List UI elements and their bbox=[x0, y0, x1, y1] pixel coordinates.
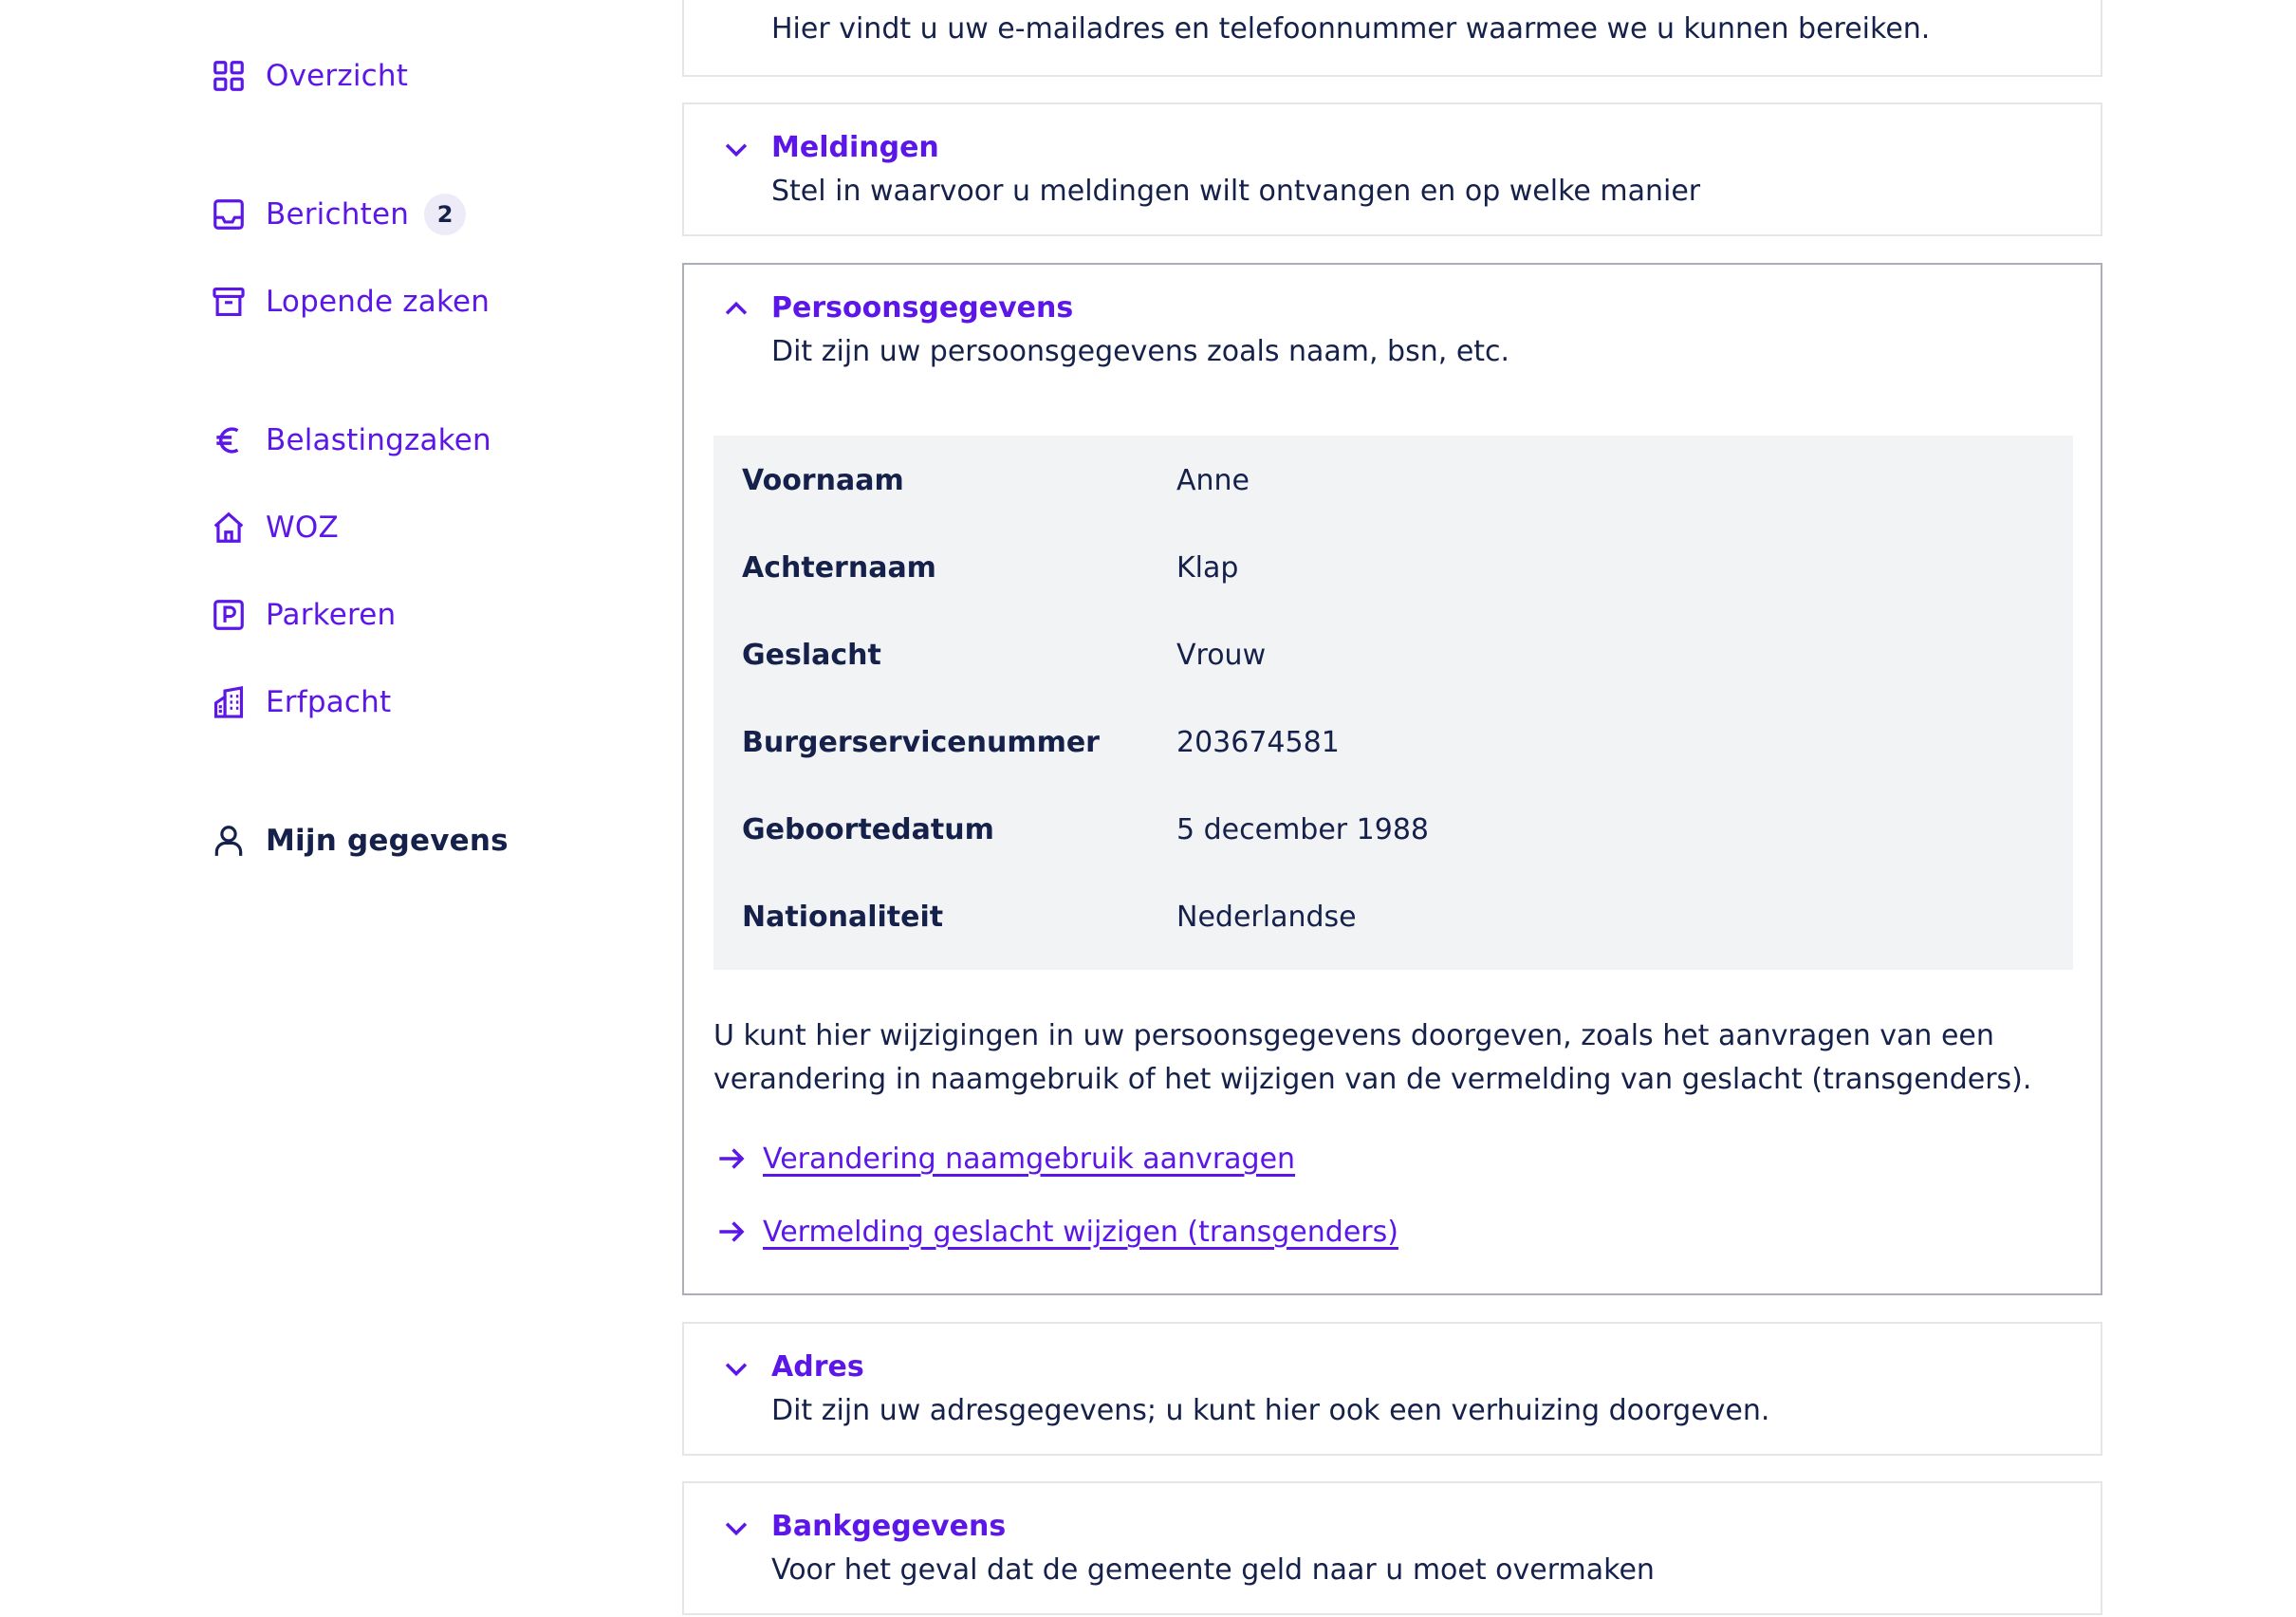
sidebar-item-label: Parkeren bbox=[266, 598, 397, 632]
accordion-description: Voor het geval dat de gemeente geld naar u moet overmaken bbox=[771, 1553, 1655, 1587]
euro-icon bbox=[211, 422, 247, 458]
data-row-geboortedatum bbox=[713, 813, 2073, 870]
sidebar-item-label: Mijn gegevens bbox=[266, 824, 509, 858]
sidebar-item-overzicht[interactable] bbox=[211, 52, 408, 100]
data-row-voornaam bbox=[713, 464, 2073, 521]
chevron-down-icon bbox=[720, 133, 752, 165]
sidebar-item-erfpacht[interactable] bbox=[211, 678, 391, 726]
accordion-title: Bankgegevens bbox=[771, 1510, 1007, 1543]
accordion-title: Meldingen bbox=[771, 131, 939, 164]
sidebar-item-lopende-zaken[interactable] bbox=[211, 278, 490, 325]
sidebar-item-parkeren[interactable] bbox=[211, 591, 396, 639]
accordion-title: Adres bbox=[771, 1350, 864, 1384]
accordion-bankgegevens bbox=[682, 1481, 2102, 1615]
sidebar-item-woz[interactable] bbox=[211, 504, 339, 551]
accordion-description: Hier vindt u uw e-mailadres en telefoonnummer waarmee we u kunnen bereiken. bbox=[771, 12, 1931, 46]
sidebar-item-label: Belastingzaken bbox=[266, 423, 491, 457]
accordion-persoonsgegevens bbox=[682, 263, 2102, 1295]
accordion-header-contactgegevens[interactable] bbox=[684, 0, 2101, 79]
accordion-header-persoonsgegevens[interactable] bbox=[684, 265, 2101, 388]
sidebar-item-label: Berichten bbox=[266, 197, 410, 232]
data-label: Geslacht bbox=[742, 639, 881, 672]
data-row-achternaam bbox=[713, 551, 2073, 608]
data-value: Nederlandse bbox=[1176, 901, 1357, 934]
data-label: Achternaam bbox=[742, 551, 936, 585]
house-icon bbox=[211, 510, 247, 546]
data-label: Nationaliteit bbox=[742, 901, 944, 934]
accordion-meldingen bbox=[682, 102, 2102, 236]
personal-data-list bbox=[713, 436, 2073, 970]
arrow-right-icon bbox=[713, 1214, 750, 1250]
sidebar-item-label: Overzicht bbox=[266, 59, 409, 93]
link-label: Vermelding geslacht wijzigen (transgenders) bbox=[763, 1215, 1398, 1249]
accordion-header-bankgegevens[interactable] bbox=[684, 1483, 2101, 1617]
sidebar-item-label: WOZ bbox=[266, 511, 339, 545]
data-row-geslacht bbox=[713, 639, 2073, 696]
data-value: Klap bbox=[1176, 551, 1239, 585]
accordion-adres bbox=[682, 1322, 2102, 1456]
naamgebruik-link[interactable] bbox=[713, 1138, 1295, 1180]
data-value: 203674581 bbox=[1176, 726, 1340, 759]
accordion-title: Persoonsgegevens bbox=[771, 291, 1074, 325]
sidebar-item-label: Lopende zaken bbox=[266, 285, 491, 319]
data-value: Vrouw bbox=[1176, 639, 1267, 672]
data-value: 5 december 1988 bbox=[1176, 813, 1430, 846]
data-row-burgerservicenummer bbox=[713, 726, 2073, 783]
chevron-down-icon bbox=[720, 1512, 752, 1544]
data-label: Geboortedatum bbox=[742, 813, 994, 846]
accordion-header-adres[interactable] bbox=[684, 1324, 2101, 1458]
data-label: Voornaam bbox=[742, 464, 904, 497]
sidebar-nav bbox=[0, 0, 664, 1613]
sidebar-item-berichten[interactable] bbox=[211, 191, 466, 238]
chevron-up-icon bbox=[720, 293, 752, 325]
sidebar-item-belastingzaken[interactable] bbox=[211, 417, 491, 464]
building-icon bbox=[211, 684, 247, 720]
accordion-description: Stel in waarvoor u meldingen wilt ontvangen en op welke manier bbox=[771, 175, 1701, 208]
parking-icon bbox=[211, 597, 247, 633]
unread-count-badge: 2 bbox=[424, 194, 466, 235]
link-label: Verandering naamgebruik aanvragen bbox=[763, 1142, 1296, 1176]
inbox-icon bbox=[211, 196, 247, 232]
chevron-down-icon bbox=[720, 1352, 752, 1385]
accordion-description: Dit zijn uw persoonsgegevens zoals naam, bsn, etc. bbox=[771, 335, 1510, 368]
accordion-header-meldingen[interactable] bbox=[684, 104, 2101, 238]
geslacht-wijzigen-link[interactable] bbox=[713, 1211, 1398, 1253]
accordion-contactgegevens bbox=[682, 0, 2102, 77]
accordion-description: Dit zijn uw adresgegevens; u kunt hier ook een verhuizing doorgeven. bbox=[771, 1394, 1770, 1427]
sidebar-item-label: Erfpacht bbox=[266, 685, 392, 719]
sidebar-item-mijn-gegevens[interactable] bbox=[211, 817, 509, 864]
data-row-nationaliteit bbox=[713, 901, 2073, 957]
arrow-right-icon bbox=[713, 1141, 750, 1177]
data-value: Anne bbox=[1176, 464, 1250, 497]
grid-icon bbox=[211, 58, 247, 94]
data-label: Burgerservicenummer bbox=[742, 726, 1100, 759]
change-info-text: U kunt hier wijzigingen in uw persoonsgegevens doorgeven, zoals het aanvragen van een verandering in naamgebruik of het wijzigen van de vermelding van geslacht (transgenders). bbox=[713, 1019, 2032, 1096]
archive-icon bbox=[211, 284, 247, 320]
user-icon bbox=[211, 823, 247, 859]
